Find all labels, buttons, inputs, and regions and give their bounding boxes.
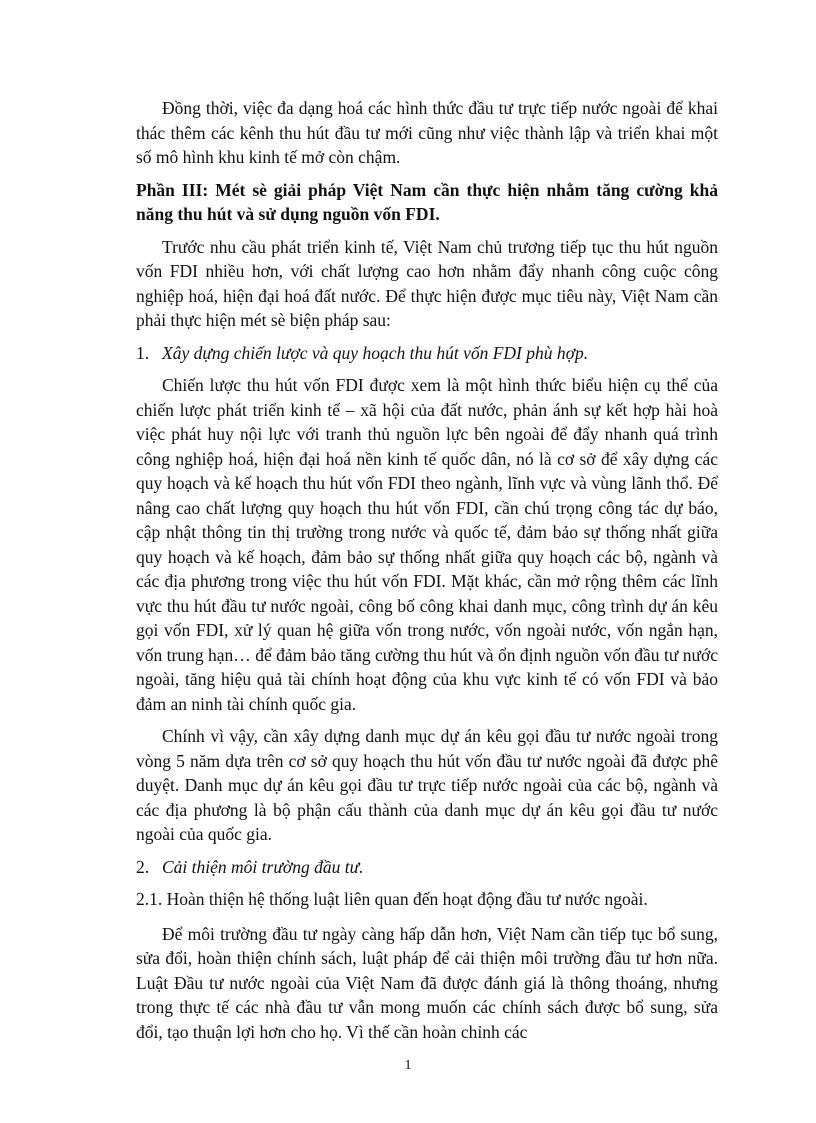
page-number: 1 [404, 1058, 412, 1073]
numbered-heading-1 [136, 341, 718, 366]
paragraph-project-list: Chính vì vậy, cần xây dựng danh mục dự án kêu gọi đầu tư nước ngoài trong vòng 5 năm dựa trên cơ sở quy hoạch thu hút vốn đầu tư nước ngoài đã được phê duyệt. Danh mục dự án kêu gọi đầu tư trực tiếp nước ngoài của các bộ, ngành và các địa phương là bộ phận cấu thành của danh mục dự án kêu gọi đầu tư nước ngoài của quốc gia. [136, 726, 718, 844]
paragraph-context: Trước nhu cầu phát triển kinh tế, Việt Nam chủ trương tiếp tục thu hút nguồn vốn FDI nhiều hơn, với chất lượng cao hơn nhằm đẩy nhanh công cuộc công nghiệp hoá, hiện đại hoá đất nước. Để thực hiện được mục tiêu này, Việt Nam cần phải thực hiện mét sè biện pháp sau: [136, 236, 718, 330]
heading-number: 1. [136, 342, 150, 363]
section-heading-part-3: Phần III: Mét sè giải pháp Việt Nam cần thực hiện nhằm tăng cường khả năng thu hút và sử dụng nguồn vốn FDI. [136, 179, 718, 224]
paragraph-strategy: Chiến lược thu hút vốn FDI được xem là một hình thức biểu hiện cụ thể của chiến lược phát triển kinh tế – xã hội của đất nước, phản ánh sự kết hợp hài hoà việc phát huy nội lực với tranh thủ nguồn lực bên ngoài để đẩy nhanh quá trình công nghiệp hoá, hiện đại hoá nền kinh tế quốc dân, nó là cơ sở để xây dựng các quy hoạch và kế hoạch thu hút vốn FDI theo ngành, lĩnh vực và vùng lãnh thổ. Để nâng cao chất lượng quy hoạch thu hút vốn FDI, cần chú trọng công tác dự báo, cập nhật thông tin thị trường trong nước và quốc tế, đảm bảo sự thống nhất giữa quy hoạch và kế hoạch, đảm bảo sự thống nhất giữa quy hoạch các bộ, ngành và các địa phương trong việc thu hút vốn FDI. Mặt khác, cần mở rộng thêm các lĩnh vực thu hút đầu tư nước ngoài, công bố công khai danh mục, công trình dự án kêu gọi vốn FDI, xử lý quan hệ giữa vốn trong nước, vốn ngoài nước, vốn ngắn hạn, vốn trung hạn… để đảm bảo tăng cường thu hút và ổn định nguồn vốn đầu tư nước ngoài, tăng hiệu quả tài chính hoạt động của khu vực kinh tế có vốn FDI và bảo đảm an ninh tài chính quốc gia. [136, 375, 718, 714]
heading-title: Cải thiện môi trường đầu tư. [162, 856, 364, 877]
heading-title: Xây dựng chiến lược và quy hoạch thu hút vốn FDI phù hợp. [162, 342, 589, 363]
page-content [136, 96, 718, 1052]
subheading-2-1: 2.1. Hoàn thiện hệ thống luật liên quan đến hoạt động đầu tư nước ngoài. [136, 889, 648, 909]
paragraph-legal: Để môi trường đầu tư ngày càng hấp dẫn hơn, Việt Nam cần tiếp tục bổ sung, sửa đổi, hoàn thiện chính sách, luật pháp để cải thiện môi trường đầu tư hơn nữa. Luật Đầu tư nước ngoài của Việt Nam đã được đánh giá là thông thoáng, nhưng trong thực tế các nhà đầu tư vẫn mong muốn các chính sách được bổ sung, sửa đổi, tạo thuận lợi hơn cho họ. Vì thế cần hoàn chỉnh các [136, 923, 718, 1042]
paragraph-intro: Đồng thời, việc đa dạng hoá các hình thức đầu tư trực tiếp nước ngoài để khai thác thêm các kênh thu hút đầu tư mới cũng như việc thành lập và triển khai một số mô hình khu kinh tế mở còn chậm. [136, 98, 718, 167]
heading-number: 2. [136, 856, 150, 877]
numbered-heading-2 [136, 855, 718, 880]
